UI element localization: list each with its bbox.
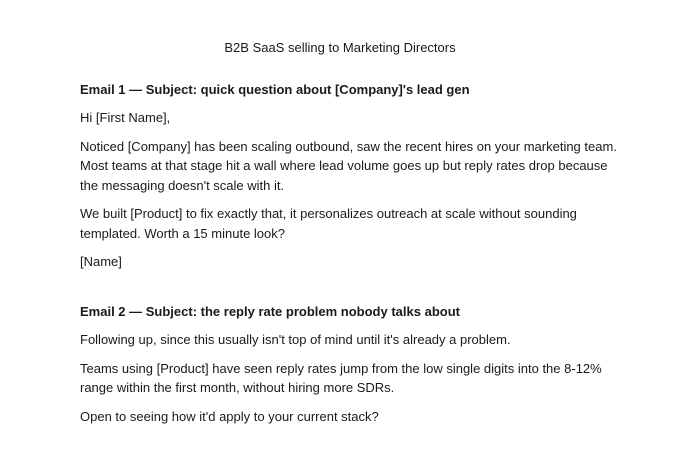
email-2-section: [80, 302, 620, 435]
email-1-section: [80, 80, 620, 281]
email-1-body-paragraph: We built [Product] to fix exactly that, it personalizes outreach at scale without sounding templated. Worth a 15 minute look?: [80, 206, 577, 241]
email-1-signature: [Name]: [80, 254, 122, 269]
email-2-body-paragraph: Teams using [Product] have seen reply rates jump from the low single digits into the 8-12% range within the first month, without hiring more SDRs.: [80, 360, 602, 395]
email-2-body-paragraph: Following up, since this usually isn't top of mind until it's already a problem.: [80, 332, 511, 347]
email-1-greeting: Hi [First Name],: [80, 110, 171, 125]
email-1-heading: Email 1 — Subject: quick question about [Company]'s lead gen: [80, 82, 470, 97]
email-2-body-paragraph: Open to seeing how it'd apply to your current stack?: [80, 408, 379, 424]
email-2-heading: Email 2 — Subject: the reply rate problem nobody talks about: [80, 304, 460, 319]
document-title: B2B SaaS selling to Marketing Directors: [224, 40, 456, 55]
email-1-body-paragraph: Noticed [Company] has been scaling outbound, saw the recent hires on your marketing team. Most teams at that stage hit a wall where lead volume goes up but reply rates drop because the messaging doesn't scale with it.: [80, 138, 617, 193]
